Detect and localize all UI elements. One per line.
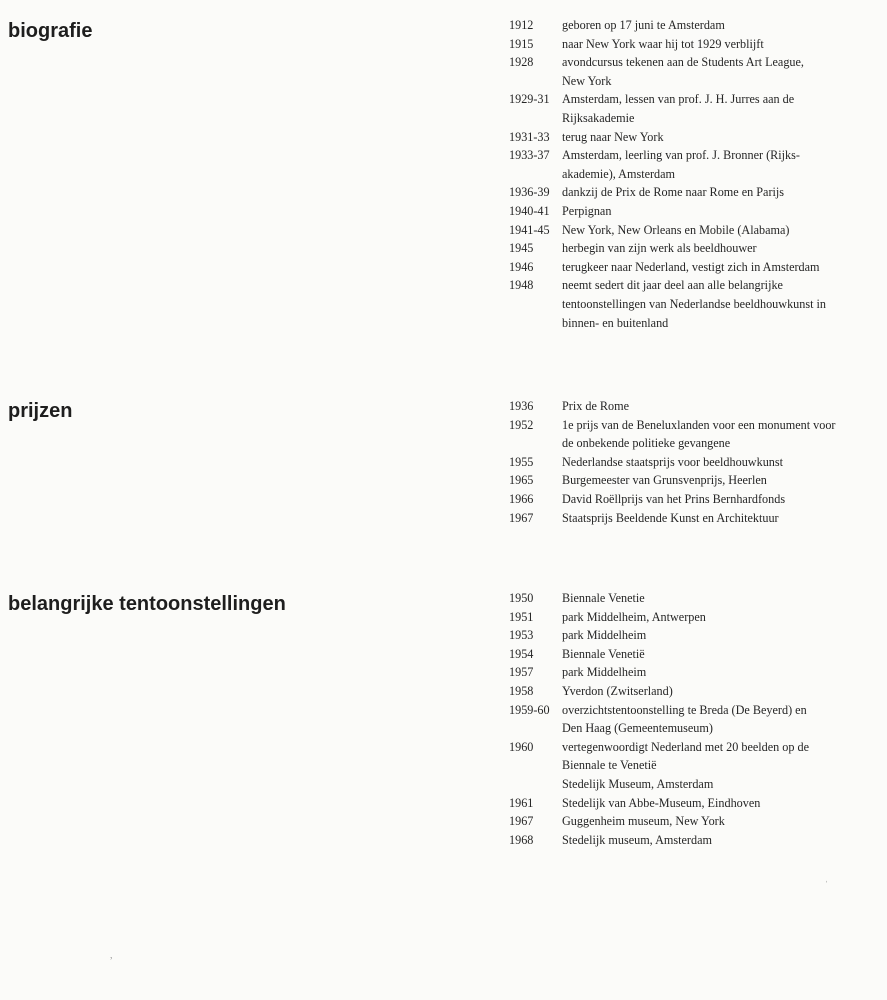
biografie-entry — [509, 239, 879, 258]
entry-text — [562, 471, 879, 490]
entry-year: 1955 — [509, 454, 534, 469]
tentoonstellingen-entry — [509, 645, 879, 664]
biografie-entry — [509, 258, 879, 277]
entry-line: Biennale te Venetië — [562, 758, 657, 773]
entry-text — [562, 682, 879, 701]
entry-year: 1931-33 — [509, 129, 550, 144]
entry-year: 1959-60 — [509, 702, 550, 717]
entry-year: 1968 — [509, 832, 534, 847]
entry-text — [562, 221, 879, 240]
tentoonstellingen-entry — [509, 626, 879, 645]
entry-line: Amsterdam, lessen van prof. J. H. Jurres aan de — [562, 92, 795, 107]
prijzen-entry — [509, 490, 879, 509]
biografie-list — [509, 16, 879, 332]
entry-line: 1e prijs van de Beneluxlanden voor een monument voor — [562, 417, 836, 432]
biografie-entry — [509, 90, 879, 127]
entry-year: 1928 — [509, 55, 534, 70]
entry-year: 1960 — [509, 739, 534, 754]
heading-prijzen: prijzen — [8, 400, 73, 422]
entry-line: park Middelheim, Antwerpen — [562, 609, 706, 624]
entry-line: overzichtstentoonstelling te Breda (De Beyerd) en — [562, 702, 807, 717]
biografie-entry — [509, 146, 879, 183]
entry-text — [562, 794, 879, 813]
entry-year: 1961 — [509, 795, 534, 810]
entry-year: 1952 — [509, 417, 534, 432]
prijzen-entry — [509, 453, 879, 472]
entry-text — [562, 608, 879, 627]
entry-line: Stedelijk van Abbe-Museum, Eindhoven — [562, 795, 761, 810]
entry-year: 1946 — [509, 259, 534, 274]
entry-text — [562, 202, 879, 221]
biografie-entry — [509, 35, 879, 54]
entry-year: 1933-37 — [509, 148, 550, 163]
prijzen-list — [509, 397, 879, 527]
entry-text — [562, 645, 879, 664]
prijzen-entry — [509, 509, 879, 528]
entry-line: de onbekende politieke gevangene — [562, 436, 731, 451]
tentoonstellingen-entry — [509, 738, 879, 794]
entry-line: Burgemeester van Grunsvenprijs, Heerlen — [562, 473, 767, 488]
entry-text — [562, 35, 879, 54]
entry-text — [562, 16, 879, 35]
entry-year: 1912 — [509, 18, 534, 32]
entry-line: avondcursus tekenen aan de Students Art League, — [562, 55, 804, 70]
entry-text — [562, 453, 879, 472]
tentoonstellingen-entry — [509, 589, 879, 608]
biografie-entry — [509, 221, 879, 240]
entry-line: Prix de Rome — [562, 399, 630, 413]
entry-year: 1953 — [509, 628, 534, 643]
entry-line: terug naar New York — [562, 129, 664, 144]
entry-year: 1957 — [509, 665, 534, 680]
entry-line: naar New York waar hij tot 1929 verblijft — [562, 36, 764, 51]
entry-text — [562, 146, 879, 183]
entry-year: 1915 — [509, 36, 534, 51]
entry-text — [562, 276, 879, 332]
entry-line: park Middelheim — [562, 665, 647, 680]
prijzen-entry — [509, 416, 879, 453]
entry-text — [562, 626, 879, 645]
entry-text — [562, 397, 879, 416]
entry-text — [562, 416, 879, 453]
entry-line: Stedelijk Museum, Amsterdam — [562, 776, 714, 791]
prijzen-entry — [509, 471, 879, 490]
entry-text — [562, 509, 879, 528]
entry-line: neemt sedert dit jaar deel aan alle belangrijke — [562, 278, 783, 293]
biografie-entry — [509, 16, 879, 35]
entry-line: terugkeer naar Nederland, vestigt zich in Amsterdam — [562, 259, 820, 274]
entry-line: New York, New Orleans en Mobile (Alabama) — [562, 222, 790, 237]
biografie-entry — [509, 276, 879, 332]
entry-text — [562, 183, 879, 202]
tentoonstellingen-entry — [509, 608, 879, 627]
entry-text — [562, 490, 879, 509]
entry-line: Guggenheim museum, New York — [562, 814, 725, 829]
entry-line: tentoonstellingen van Nederlandse beeldhouwkunst in — [562, 296, 827, 311]
entry-text — [562, 90, 879, 127]
entry-line: Biennale Venetië — [562, 646, 645, 661]
tentoonstellingen-entry — [509, 794, 879, 813]
entry-line: Yverdon (Zwitserland) — [562, 683, 673, 698]
entry-year: 1945 — [509, 241, 534, 256]
entry-year: 1958 — [509, 683, 534, 698]
entry-text — [562, 239, 879, 258]
entry-year: 1967 — [509, 814, 534, 829]
entry-year: 1940-41 — [509, 203, 550, 218]
entry-line: herbegin van zijn werk als beeldhouwer — [562, 241, 757, 256]
tentoonstellingen-entry — [509, 701, 879, 738]
paper-speck: ˌ — [825, 872, 829, 883]
entry-line: Rijksakademie — [562, 110, 635, 125]
entry-text — [562, 128, 879, 147]
tentoonstellingen-list — [509, 589, 879, 849]
entry-line: dankzij de Prix de Rome naar Rome en Parijs — [562, 185, 785, 200]
entry-line: Den Haag (Gemeentemuseum) — [562, 721, 713, 736]
entry-year: 1941-45 — [509, 222, 550, 237]
entry-line: Amsterdam, leerling van prof. J. Bronner (Rijks- — [562, 148, 800, 163]
biografie-entry — [509, 53, 879, 90]
entry-line: geboren op 17 juni te Amsterdam — [562, 18, 725, 32]
entry-year: 1936-39 — [509, 185, 550, 200]
entry-text — [562, 738, 879, 794]
entry-line: Staatsprijs Beeldende Kunst en Architektuur — [562, 510, 779, 525]
entry-year: 1967 — [509, 510, 534, 525]
entry-text — [562, 812, 879, 831]
entry-line: David Roëllprijs van het Prins Bernhardfonds — [562, 491, 786, 506]
entry-year: 1948 — [509, 278, 534, 293]
prijzen-entry — [509, 397, 879, 416]
entry-text — [562, 663, 879, 682]
biografie-entry — [509, 202, 879, 221]
entry-line: Biennale Venetie — [562, 591, 645, 605]
entry-line: New York — [562, 73, 612, 88]
biografie-entry — [509, 128, 879, 147]
entry-text — [562, 701, 879, 738]
entry-line: binnen- en buitenland — [562, 315, 669, 330]
tentoonstellingen-entry — [509, 682, 879, 701]
entry-text — [562, 258, 879, 277]
entry-line: vertegenwoordigt Nederland met 20 beelden op de — [562, 739, 810, 754]
entry-text — [562, 831, 879, 850]
heading-biografie: biografie — [8, 20, 93, 42]
entry-line: Nederlandse staatsprijs voor beeldhouwkunst — [562, 454, 784, 469]
tentoonstellingen-entry — [509, 812, 879, 831]
entry-text — [562, 589, 879, 608]
entry-year: 1966 — [509, 491, 534, 506]
entry-year: 1954 — [509, 646, 534, 661]
entry-line: park Middelheim — [562, 628, 647, 643]
tentoonstellingen-entry — [509, 663, 879, 682]
heading-tentoonstellingen: belangrijke tentoonstellingen — [8, 593, 286, 615]
biografie-entry — [509, 183, 879, 202]
entry-year: 1929-31 — [509, 92, 550, 107]
tentoonstellingen-entry — [509, 831, 879, 850]
entry-year: 1951 — [509, 609, 534, 624]
entry-line: Perpignan — [562, 203, 612, 218]
entry-year: 1950 — [509, 591, 534, 605]
paper-speck: , — [110, 950, 113, 961]
entry-year: 1936 — [509, 399, 534, 413]
entry-year: 1965 — [509, 473, 534, 488]
entry-line: Stedelijk museum, Amsterdam — [562, 832, 712, 847]
entry-text — [562, 53, 879, 90]
entry-line: akademie), Amsterdam — [562, 166, 676, 181]
